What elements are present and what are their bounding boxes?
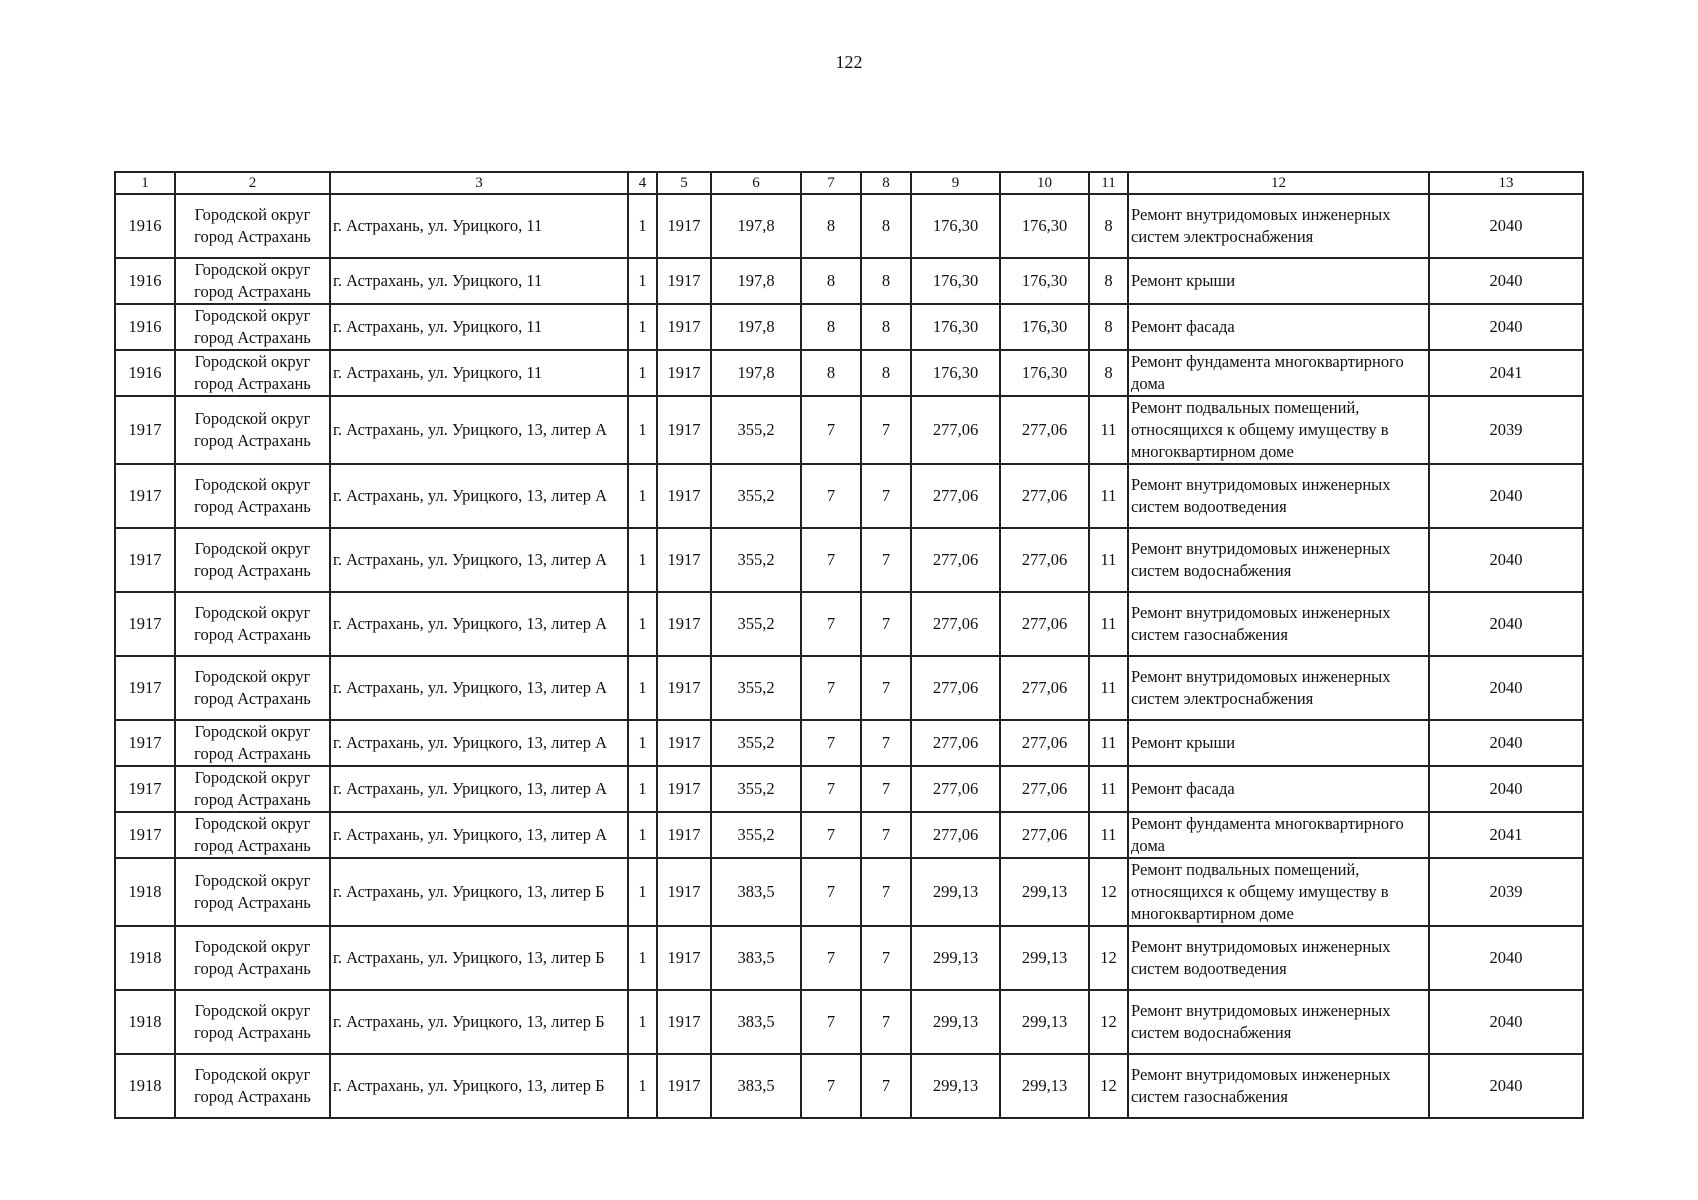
- cell-repair-year: 2041: [1429, 350, 1583, 396]
- cell-residents-a: 7: [801, 990, 861, 1054]
- cell-area-living-a: 277,06: [911, 396, 1000, 464]
- cell-repair-work: Ремонт крыши: [1128, 258, 1429, 304]
- cell-building-count: 1: [628, 592, 657, 656]
- cell-repair-work: Ремонт фундамента многоквартирного дома: [1128, 812, 1429, 858]
- cell-municipality: Городской округ город Астрахань: [175, 194, 330, 258]
- cell-repair-year: 2040: [1429, 656, 1583, 720]
- cell-address: г. Астрахань, ул. Урицкого, 13, литер Б: [330, 926, 628, 990]
- cell-building-count: 1: [628, 258, 657, 304]
- cell-apartments: 11: [1089, 592, 1128, 656]
- column-header: 2: [175, 172, 330, 194]
- cell-build-year: 1917: [657, 396, 711, 464]
- cell-address: г. Астрахань, ул. Урицкого, 13, литер Б: [330, 990, 628, 1054]
- cell-repair-year: 2040: [1429, 1054, 1583, 1118]
- cell-area-living-a: 277,06: [911, 528, 1000, 592]
- cell-repair-work: Ремонт внутридомовых инженерных систем водоснабжения: [1128, 990, 1429, 1054]
- cell-row-number: 1916: [115, 350, 175, 396]
- table-row: [115, 528, 1583, 592]
- cell-repair-work: Ремонт внутридомовых инженерных систем электроснабжения: [1128, 194, 1429, 258]
- table-row: [115, 194, 1583, 258]
- cell-residents-b: 7: [861, 990, 911, 1054]
- cell-row-number: 1918: [115, 990, 175, 1054]
- cell-row-number: 1916: [115, 258, 175, 304]
- cell-apartments: 8: [1089, 350, 1128, 396]
- cell-address: г. Астрахань, ул. Урицкого, 13, литер А: [330, 528, 628, 592]
- cell-area-living-b: 299,13: [1000, 1054, 1089, 1118]
- cell-row-number: 1917: [115, 656, 175, 720]
- cell-building-count: 1: [628, 656, 657, 720]
- cell-residents-b: 7: [861, 592, 911, 656]
- cell-row-number: 1917: [115, 766, 175, 812]
- cell-area-living-a: 277,06: [911, 766, 1000, 812]
- cell-municipality: Городской округ город Астрахань: [175, 258, 330, 304]
- cell-row-number: 1918: [115, 858, 175, 926]
- cell-repair-year: 2040: [1429, 194, 1583, 258]
- cell-build-year: 1917: [657, 858, 711, 926]
- cell-area-living-b: 277,06: [1000, 766, 1089, 812]
- cell-area-living-a: 299,13: [911, 926, 1000, 990]
- table-row: [115, 990, 1583, 1054]
- cell-residents-b: 8: [861, 304, 911, 350]
- table-row: [115, 1054, 1583, 1118]
- cell-municipality: Городской округ город Астрахань: [175, 926, 330, 990]
- cell-address: г. Астрахань, ул. Урицкого, 13, литер Б: [330, 858, 628, 926]
- cell-residents-b: 7: [861, 656, 911, 720]
- cell-area-living-a: 299,13: [911, 858, 1000, 926]
- cell-repair-work: Ремонт крыши: [1128, 720, 1429, 766]
- cell-municipality: Городской округ город Астрахань: [175, 990, 330, 1054]
- column-header: 5: [657, 172, 711, 194]
- cell-repair-year: 2040: [1429, 304, 1583, 350]
- table-row: [115, 926, 1583, 990]
- cell-build-year: 1917: [657, 528, 711, 592]
- cell-repair-year: 2040: [1429, 766, 1583, 812]
- cell-build-year: 1917: [657, 720, 711, 766]
- page-number: 122: [835, 52, 863, 72]
- cell-residents-b: 7: [861, 858, 911, 926]
- cell-area-total: 355,2: [711, 812, 801, 858]
- cell-area-total: 197,8: [711, 350, 801, 396]
- column-header: 4: [628, 172, 657, 194]
- column-header: 12: [1128, 172, 1429, 194]
- cell-area-living-b: 277,06: [1000, 812, 1089, 858]
- cell-residents-b: 8: [861, 194, 911, 258]
- table-row: [115, 258, 1583, 304]
- cell-area-total: 383,5: [711, 858, 801, 926]
- cell-row-number: 1917: [115, 592, 175, 656]
- cell-address: г. Астрахань, ул. Урицкого, 11: [330, 258, 628, 304]
- cell-address: г. Астрахань, ул. Урицкого, 13, литер А: [330, 396, 628, 464]
- cell-area-total: 355,2: [711, 528, 801, 592]
- cell-address: г. Астрахань, ул. Урицкого, 13, литер А: [330, 766, 628, 812]
- cell-repair-work: Ремонт фундамента многоквартирного дома: [1128, 350, 1429, 396]
- cell-address: г. Астрахань, ул. Урицкого, 11: [330, 304, 628, 350]
- cell-area-living-a: 277,06: [911, 464, 1000, 528]
- cell-municipality: Городской округ город Астрахань: [175, 396, 330, 464]
- cell-apartments: 11: [1089, 396, 1128, 464]
- cell-area-living-a: 176,30: [911, 194, 1000, 258]
- column-header: 11: [1089, 172, 1128, 194]
- cell-municipality: Городской округ город Астрахань: [175, 592, 330, 656]
- cell-area-living-b: 176,30: [1000, 304, 1089, 350]
- cell-area-living-b: 176,30: [1000, 194, 1089, 258]
- cell-apartments: 11: [1089, 528, 1128, 592]
- cell-repair-year: 2041: [1429, 812, 1583, 858]
- cell-apartments: 12: [1089, 1054, 1128, 1118]
- cell-row-number: 1917: [115, 396, 175, 464]
- cell-residents-b: 7: [861, 528, 911, 592]
- cell-address: г. Астрахань, ул. Урицкого, 13, литер Б: [330, 1054, 628, 1118]
- cell-municipality: Городской округ город Астрахань: [175, 350, 330, 396]
- cell-build-year: 1917: [657, 990, 711, 1054]
- cell-building-count: 1: [628, 1054, 657, 1118]
- cell-repair-work: Ремонт подвальных помещений, относящихся к общему имуществу в многоквартирном доме: [1128, 396, 1429, 464]
- cell-area-living-b: 299,13: [1000, 990, 1089, 1054]
- cell-area-total: 355,2: [711, 720, 801, 766]
- cell-build-year: 1917: [657, 350, 711, 396]
- table-row: [115, 304, 1583, 350]
- cell-building-count: 1: [628, 350, 657, 396]
- cell-apartments: 11: [1089, 464, 1128, 528]
- cell-building-count: 1: [628, 990, 657, 1054]
- cell-area-living-a: 277,06: [911, 592, 1000, 656]
- cell-build-year: 1917: [657, 656, 711, 720]
- cell-area-living-a: 277,06: [911, 812, 1000, 858]
- cell-row-number: 1917: [115, 812, 175, 858]
- cell-building-count: 1: [628, 528, 657, 592]
- cell-municipality: Городской округ город Астрахань: [175, 720, 330, 766]
- cell-repair-year: 2040: [1429, 592, 1583, 656]
- cell-area-total: 355,2: [711, 766, 801, 812]
- cell-municipality: Городской округ город Астрахань: [175, 1054, 330, 1118]
- cell-row-number: 1916: [115, 304, 175, 350]
- cell-residents-a: 7: [801, 592, 861, 656]
- cell-apartments: 12: [1089, 990, 1128, 1054]
- cell-area-living-a: 277,06: [911, 720, 1000, 766]
- cell-area-living-a: 176,30: [911, 304, 1000, 350]
- cell-municipality: Городской округ город Астрахань: [175, 656, 330, 720]
- cell-area-living-b: 299,13: [1000, 858, 1089, 926]
- cell-residents-b: 8: [861, 258, 911, 304]
- cell-area-living-a: 299,13: [911, 1054, 1000, 1118]
- cell-area-total: 383,5: [711, 926, 801, 990]
- cell-area-living-b: 299,13: [1000, 926, 1089, 990]
- cell-apartments: 8: [1089, 258, 1128, 304]
- cell-residents-a: 7: [801, 766, 861, 812]
- capital-repair-table: [114, 171, 1584, 1119]
- column-number-header-row: [115, 172, 1583, 194]
- cell-address: г. Астрахань, ул. Урицкого, 11: [330, 194, 628, 258]
- cell-build-year: 1917: [657, 926, 711, 990]
- table-row: [115, 592, 1583, 656]
- cell-build-year: 1917: [657, 766, 711, 812]
- cell-building-count: 1: [628, 766, 657, 812]
- cell-area-living-b: 176,30: [1000, 350, 1089, 396]
- cell-residents-a: 8: [801, 304, 861, 350]
- cell-area-total: 355,2: [711, 464, 801, 528]
- cell-row-number: 1916: [115, 194, 175, 258]
- cell-municipality: Городской округ город Астрахань: [175, 766, 330, 812]
- cell-residents-a: 8: [801, 350, 861, 396]
- cell-building-count: 1: [628, 194, 657, 258]
- cell-building-count: 1: [628, 396, 657, 464]
- cell-residents-a: 7: [801, 720, 861, 766]
- cell-area-total: 197,8: [711, 258, 801, 304]
- cell-row-number: 1918: [115, 1054, 175, 1118]
- cell-build-year: 1917: [657, 304, 711, 350]
- table-body: [115, 172, 1583, 1118]
- cell-area-total: 197,8: [711, 304, 801, 350]
- cell-repair-work: Ремонт внутридомовых инженерных систем водоснабжения: [1128, 528, 1429, 592]
- cell-repair-work: Ремонт внутридомовых инженерных систем водоотведения: [1128, 464, 1429, 528]
- cell-area-total: 197,8: [711, 194, 801, 258]
- cell-municipality: Городской округ город Астрахань: [175, 304, 330, 350]
- cell-build-year: 1917: [657, 258, 711, 304]
- cell-build-year: 1917: [657, 1054, 711, 1118]
- cell-row-number: 1917: [115, 720, 175, 766]
- cell-build-year: 1917: [657, 194, 711, 258]
- column-header: 1: [115, 172, 175, 194]
- table-row: [115, 350, 1583, 396]
- cell-build-year: 1917: [657, 812, 711, 858]
- cell-building-count: 1: [628, 304, 657, 350]
- cell-residents-a: 7: [801, 528, 861, 592]
- cell-repair-work: Ремонт фасада: [1128, 304, 1429, 350]
- cell-address: г. Астрахань, ул. Урицкого, 13, литер А: [330, 592, 628, 656]
- table-row: [115, 396, 1583, 464]
- cell-area-living-b: 277,06: [1000, 464, 1089, 528]
- cell-address: г. Астрахань, ул. Урицкого, 13, литер А: [330, 656, 628, 720]
- cell-municipality: Городской округ город Астрахань: [175, 464, 330, 528]
- cell-residents-b: 7: [861, 720, 911, 766]
- cell-area-living-b: 277,06: [1000, 592, 1089, 656]
- cell-apartments: 8: [1089, 194, 1128, 258]
- cell-residents-a: 7: [801, 396, 861, 464]
- cell-residents-a: 7: [801, 858, 861, 926]
- cell-residents-a: 7: [801, 812, 861, 858]
- cell-apartments: 11: [1089, 812, 1128, 858]
- cell-residents-a: 8: [801, 258, 861, 304]
- cell-apartments: 11: [1089, 720, 1128, 766]
- table-row: [115, 720, 1583, 766]
- cell-area-total: 355,2: [711, 396, 801, 464]
- cell-repair-work: Ремонт внутридомовых инженерных систем газоснабжения: [1128, 592, 1429, 656]
- cell-municipality: Городской округ город Астрахань: [175, 812, 330, 858]
- cell-area-living-a: 277,06: [911, 656, 1000, 720]
- cell-repair-year: 2040: [1429, 926, 1583, 990]
- table-row: [115, 766, 1583, 812]
- cell-area-living-b: 277,06: [1000, 656, 1089, 720]
- cell-residents-b: 7: [861, 812, 911, 858]
- cell-address: г. Астрахань, ул. Урицкого, 13, литер А: [330, 720, 628, 766]
- table-row: [115, 812, 1583, 858]
- cell-row-number: 1918: [115, 926, 175, 990]
- cell-municipality: Городской округ город Астрахань: [175, 858, 330, 926]
- cell-building-count: 1: [628, 720, 657, 766]
- cell-residents-a: 8: [801, 194, 861, 258]
- cell-repair-year: 2040: [1429, 464, 1583, 528]
- cell-residents-b: 7: [861, 766, 911, 812]
- cell-building-count: 1: [628, 464, 657, 528]
- column-header: 9: [911, 172, 1000, 194]
- cell-area-living-b: 277,06: [1000, 528, 1089, 592]
- cell-repair-year: 2040: [1429, 720, 1583, 766]
- cell-area-living-a: 176,30: [911, 350, 1000, 396]
- cell-building-count: 1: [628, 926, 657, 990]
- cell-residents-b: 7: [861, 396, 911, 464]
- column-header: 10: [1000, 172, 1089, 194]
- cell-area-living-b: 277,06: [1000, 720, 1089, 766]
- cell-residents-a: 7: [801, 656, 861, 720]
- cell-area-total: 355,2: [711, 592, 801, 656]
- cell-residents-b: 7: [861, 1054, 911, 1118]
- table-row: [115, 464, 1583, 528]
- cell-row-number: 1917: [115, 528, 175, 592]
- cell-residents-a: 7: [801, 464, 861, 528]
- cell-repair-work: Ремонт подвальных помещений, относящихся к общему имуществу в многоквартирном доме: [1128, 858, 1429, 926]
- cell-apartments: 11: [1089, 766, 1128, 812]
- cell-address: г. Астрахань, ул. Урицкого, 13, литер А: [330, 464, 628, 528]
- cell-repair-year: 2040: [1429, 990, 1583, 1054]
- column-header: 8: [861, 172, 911, 194]
- cell-repair-year: 2040: [1429, 258, 1583, 304]
- table-row: [115, 656, 1583, 720]
- cell-building-count: 1: [628, 858, 657, 926]
- cell-repair-year: 2039: [1429, 396, 1583, 464]
- column-header: 13: [1429, 172, 1583, 194]
- cell-residents-b: 8: [861, 350, 911, 396]
- cell-municipality: Городской округ город Астрахань: [175, 528, 330, 592]
- cell-build-year: 1917: [657, 592, 711, 656]
- cell-repair-year: 2039: [1429, 858, 1583, 926]
- cell-row-number: 1917: [115, 464, 175, 528]
- cell-repair-work: Ремонт внутридомовых инженерных систем водоотведения: [1128, 926, 1429, 990]
- column-header: 7: [801, 172, 861, 194]
- cell-residents-a: 7: [801, 1054, 861, 1118]
- cell-repair-year: 2040: [1429, 528, 1583, 592]
- cell-residents-b: 7: [861, 926, 911, 990]
- cell-building-count: 1: [628, 812, 657, 858]
- cell-apartments: 8: [1089, 304, 1128, 350]
- cell-repair-work: Ремонт внутридомовых инженерных систем электроснабжения: [1128, 656, 1429, 720]
- cell-area-total: 383,5: [711, 990, 801, 1054]
- cell-repair-work: Ремонт фасада: [1128, 766, 1429, 812]
- cell-area-total: 383,5: [711, 1054, 801, 1118]
- cell-apartments: 12: [1089, 858, 1128, 926]
- cell-repair-work: Ремонт внутридомовых инженерных систем газоснабжения: [1128, 1054, 1429, 1118]
- cell-area-living-a: 299,13: [911, 990, 1000, 1054]
- cell-address: г. Астрахань, ул. Урицкого, 11: [330, 350, 628, 396]
- cell-area-living-a: 176,30: [911, 258, 1000, 304]
- cell-area-living-b: 176,30: [1000, 258, 1089, 304]
- cell-area-total: 355,2: [711, 656, 801, 720]
- cell-build-year: 1917: [657, 464, 711, 528]
- column-header: 6: [711, 172, 801, 194]
- cell-apartments: 11: [1089, 656, 1128, 720]
- cell-apartments: 12: [1089, 926, 1128, 990]
- table-row: [115, 858, 1583, 926]
- cell-address: г. Астрахань, ул. Урицкого, 13, литер А: [330, 812, 628, 858]
- cell-area-living-b: 277,06: [1000, 396, 1089, 464]
- column-header: 3: [330, 172, 628, 194]
- cell-residents-a: 7: [801, 926, 861, 990]
- cell-residents-b: 7: [861, 464, 911, 528]
